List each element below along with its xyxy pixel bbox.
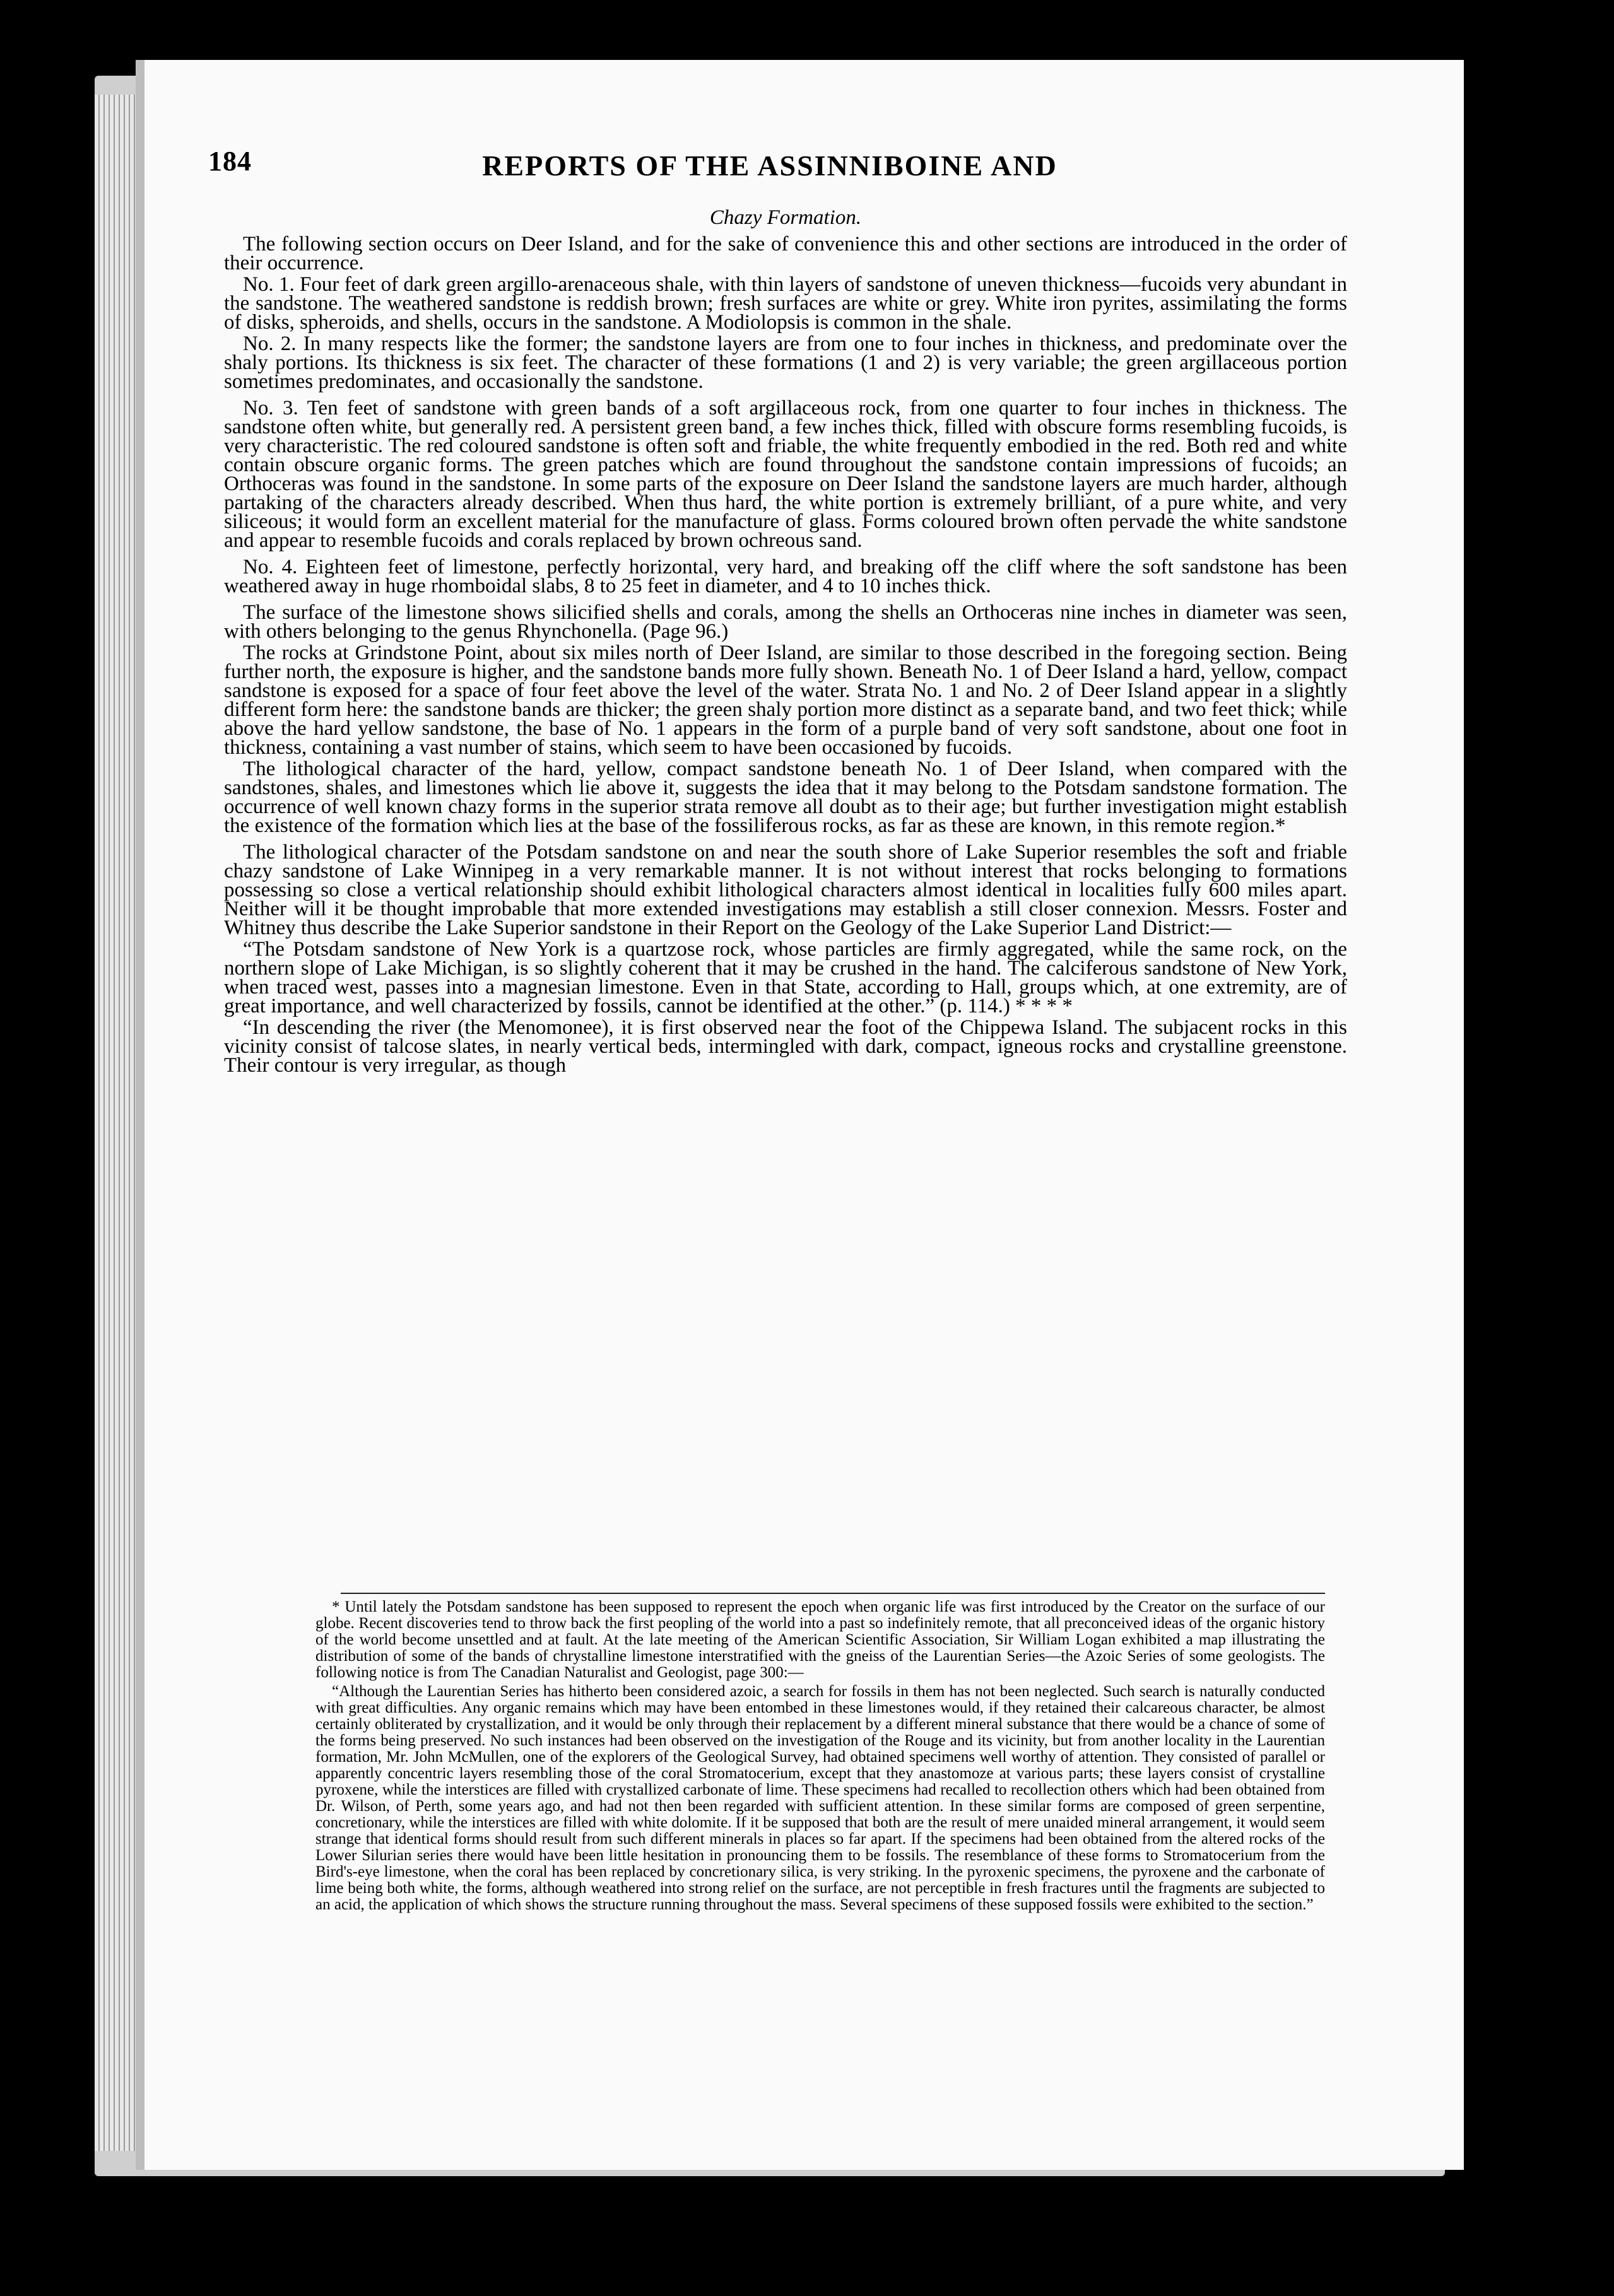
page-edges [95,95,139,2151]
paragraph: “The Potsdam sandstone of New York is a quartzose rock, whose particles are firmly aggregated, while the same rock, on the northern slope of Lake Michigan, is so slightly coherent that it may be crushed in the hand. The calciferous sandstone of New York, when traced west, passes into a magnesian limestone. Even in that State, according to Hall, groups which, at one extremity, are of great importance, and well characterized by fossils, cannot be identified at the other.” (p. 114.) * * * * [224,938,1347,1017]
paragraph: No. 2. In many respects like the former; the sandstone layers are from one to four inches in thickness, and predominate over the shaly portions. Its thickness is six feet. The character of these formations (1 and 2) is very variable; the green argillaceous portion sometimes predominates, and occasionally the sandstone. [224,332,1347,393]
running-head: REPORTS OF THE ASSINNIBOINE AND [482,149,1057,182]
page-header [208,145,1331,196]
paragraph: The rocks at Grindstone Point, about six miles north of Deer Island, are similar to those described in the foregoing section. Being further north, the exposure is higher, and the sandstone bands more fully shown. Beneath No. 1 of Deer Island a hard, yellow, compact sandstone is exposed for a space of four feet above the level of the water. Strata No. 1 and No. 2 of Deer Island appear in a slightly different form here: the sandstone bands are thicker; the green shaly portion more distinct as a separate band, and two feet thick; while above the hard yellow sandstone, the base of No. 1 appears in the form of a purple band of very soft sandstone, about one foot in thickness, containing a vast number of stains, which seem to have been occasioned by fucoids. [224,641,1347,759]
paragraph: The following section occurs on Deer Island, and for the sake of convenience this and other sections are introduced in the order of their occurrence. [224,233,1347,274]
footnote: * Until lately the Potsdam sandstone has been supposed to represent the epoch when organic life was first introduced by the Creator on the surface of our globe. Recent discoveries tend to throw back the first peopling of the world into a past so indefinitely remote, that all preconceived ideas of the organic history of the world become unsettled and at fault. At the late meeting of the American Scientific Association, Sir William Logan exhibited a map illustrating the distribution of some of the bands of chrystalline limestone interstratified with the gneiss of the Laurentian Series—the Azoic Series of some geologists. The following notice is from The Canadian Naturalist and Geologist, page 300:— [315,1598,1325,1681]
paragraph: “In descending the river (the Menomonee), it is first observed near the foot of the Chippewa Island. The subjacent rocks in this vicinity consist of talcose slates, in nearly vertical beds, intermingled with dark, compact, igneous rocks and crystalline greenstone. Their contour is very irregular, as though [224,1016,1347,1077]
body-text [224,208,1347,1077]
paragraph: No. 4. Eighteen feet of limestone, perfectly horizontal, very hard, and breaking off the cliff where the soft sandstone has been weathered away in huge rhomboidal slabs, 8 to 25 feet in diameter, and 4 to 10 inches thick. [224,556,1347,597]
paragraph: The lithological character of the Potsdam sandstone on and near the south shore of Lake Superior resembles the soft and friable chazy sandstone of Lake Winnipeg in a very remarkable manner. It is not without interest that rocks belonging to formations possessing so close a vertical relationship should exhibit lithological characters almost identical in localities fully 600 miles apart. Neither will it be thought improbable that more extended investigations may establish a still closer connexion. Messrs. Foster and Whitney thus describe the Lake Superior sandstone in their Report on the Geology of the Lake Superior Land District:— [224,841,1347,939]
paragraph: The lithological character of the hard, yellow, compact sandstone beneath No. 1 of Deer Island, when compared with the sandstones, shales, and limestones which lie above it, suggests the idea that it may belong to the Potsdam sandstone formation. The occurrence of well known chazy forms in the superior strata remove all doubt as to their age; but further investigation might establish the existence of the formation which lies at the base of the fossiliferous rocks, as far as these are known, in this remote region.* [224,758,1347,837]
paragraph: No. 1. Four feet of dark green argillo-arenaceous shale, with thin layers of sandstone of uneven thickness—fucoids very abundant in the sandstone. The weathered sandstone is reddish brown; fresh surfaces are white or grey. White iron pyrites, assimilating the forms of disks, spheroids, and shells, occurs in the sandstone. A Modiolopsis is common in the shale. [224,273,1347,334]
footnote-quote: “Although the Laurentian Series has hitherto been considered azoic, a search for fossils in them has not been neglected. Such search is naturally conducted with great difficulties. Any organic remains which may have been entombed in these limestones would, if they retained their calcareous character, be almost certainly obliterated by crystallization, and it would be only through their replacement by a different mineral substance that there would be a chance of some of the forms being preserved. No such instances had been observed on the investigation of the Rouge and its vicinity, but from another locality in the Laurentian formation, Mr. John McMullen, one of the explorers of the Geological Survey, had obtained specimens well worthy of attention. They consisted of parallel or apparently concentric layers resembling those of the coral Stromatocerium, except that they anastomoze at various parts; these layers consist of crystalline pyroxene, while the interstices are filled with crystallized carbonate of lime. These specimens had recalled to recollection others which had been obtained from Dr. Wilson, of Perth, some years ago, and had not then been regarded with sufficient attention. In these similar forms are composed of green serpentine, concretionary, while the interstices are filled with white dolomite. If it be supposed that both are the result of mere unaided mineral arrangement, it would seem strange that identical forms should result from such different minerals in places so far apart. If the specimens had been obtained from the altered rocks of the Lower Silurian series there would have been little hesitation in pronouncing them to be fossils. The resemblance of these forms to Stromatocerium from the Bird's-eye limestone, when the coral has been replaced by concretionary silica, is very striking. In the pyroxenic specimens, the pyroxene and the carbonate of lime being both white, the forms, although weathered into strong relief on the surface, are not perceptible in fresh fractures until the fragments are subjected to an acid, the application of which shows the structure running throughout the mass. Several specimens of these supposed fossils were exhibited to the section.” [315,1683,1325,1913]
footnotes [315,1599,1325,1916]
paragraph: The surface of the limestone shows silicified shells and corals, among the shells an Orthoceras nine inches in diameter was seen, with others belonging to the genus Rhynchonella. (Page 96.) [224,601,1347,643]
footnote-rule [341,1593,1325,1594]
section-title: Chazy Formation. [709,206,862,229]
page-number: 184 [208,146,252,177]
paragraph: No. 3. Ten feet of sandstone with green bands of a soft argillaceous rock, from one quarter to four inches in thickness. The sandstone often white, but generally red. A persistent green band, a few inches thick, filled with obscure forms resembling fucoids, is very characteristic. The red coloured sandstone is often soft and friable, the white frequently embodied in the red. Both red and white contain obscure organic forms. The green patches which are found throughout the sandstone contain impressions of fucoids; an Orthoceras was found in the sandstone. In some parts of the exposure on Deer Island the sandstone layers are much harder, although partaking of the characters already described. When thus hard, the white portion is extremely brilliant, of a pure white, and very siliceous; it would form an excellent material for the manufacture of glass. Forms coloured brown often pervade the white sandstone and appear to resemble fucoids and corals replaced by brown ochreous sand. [224,397,1347,552]
